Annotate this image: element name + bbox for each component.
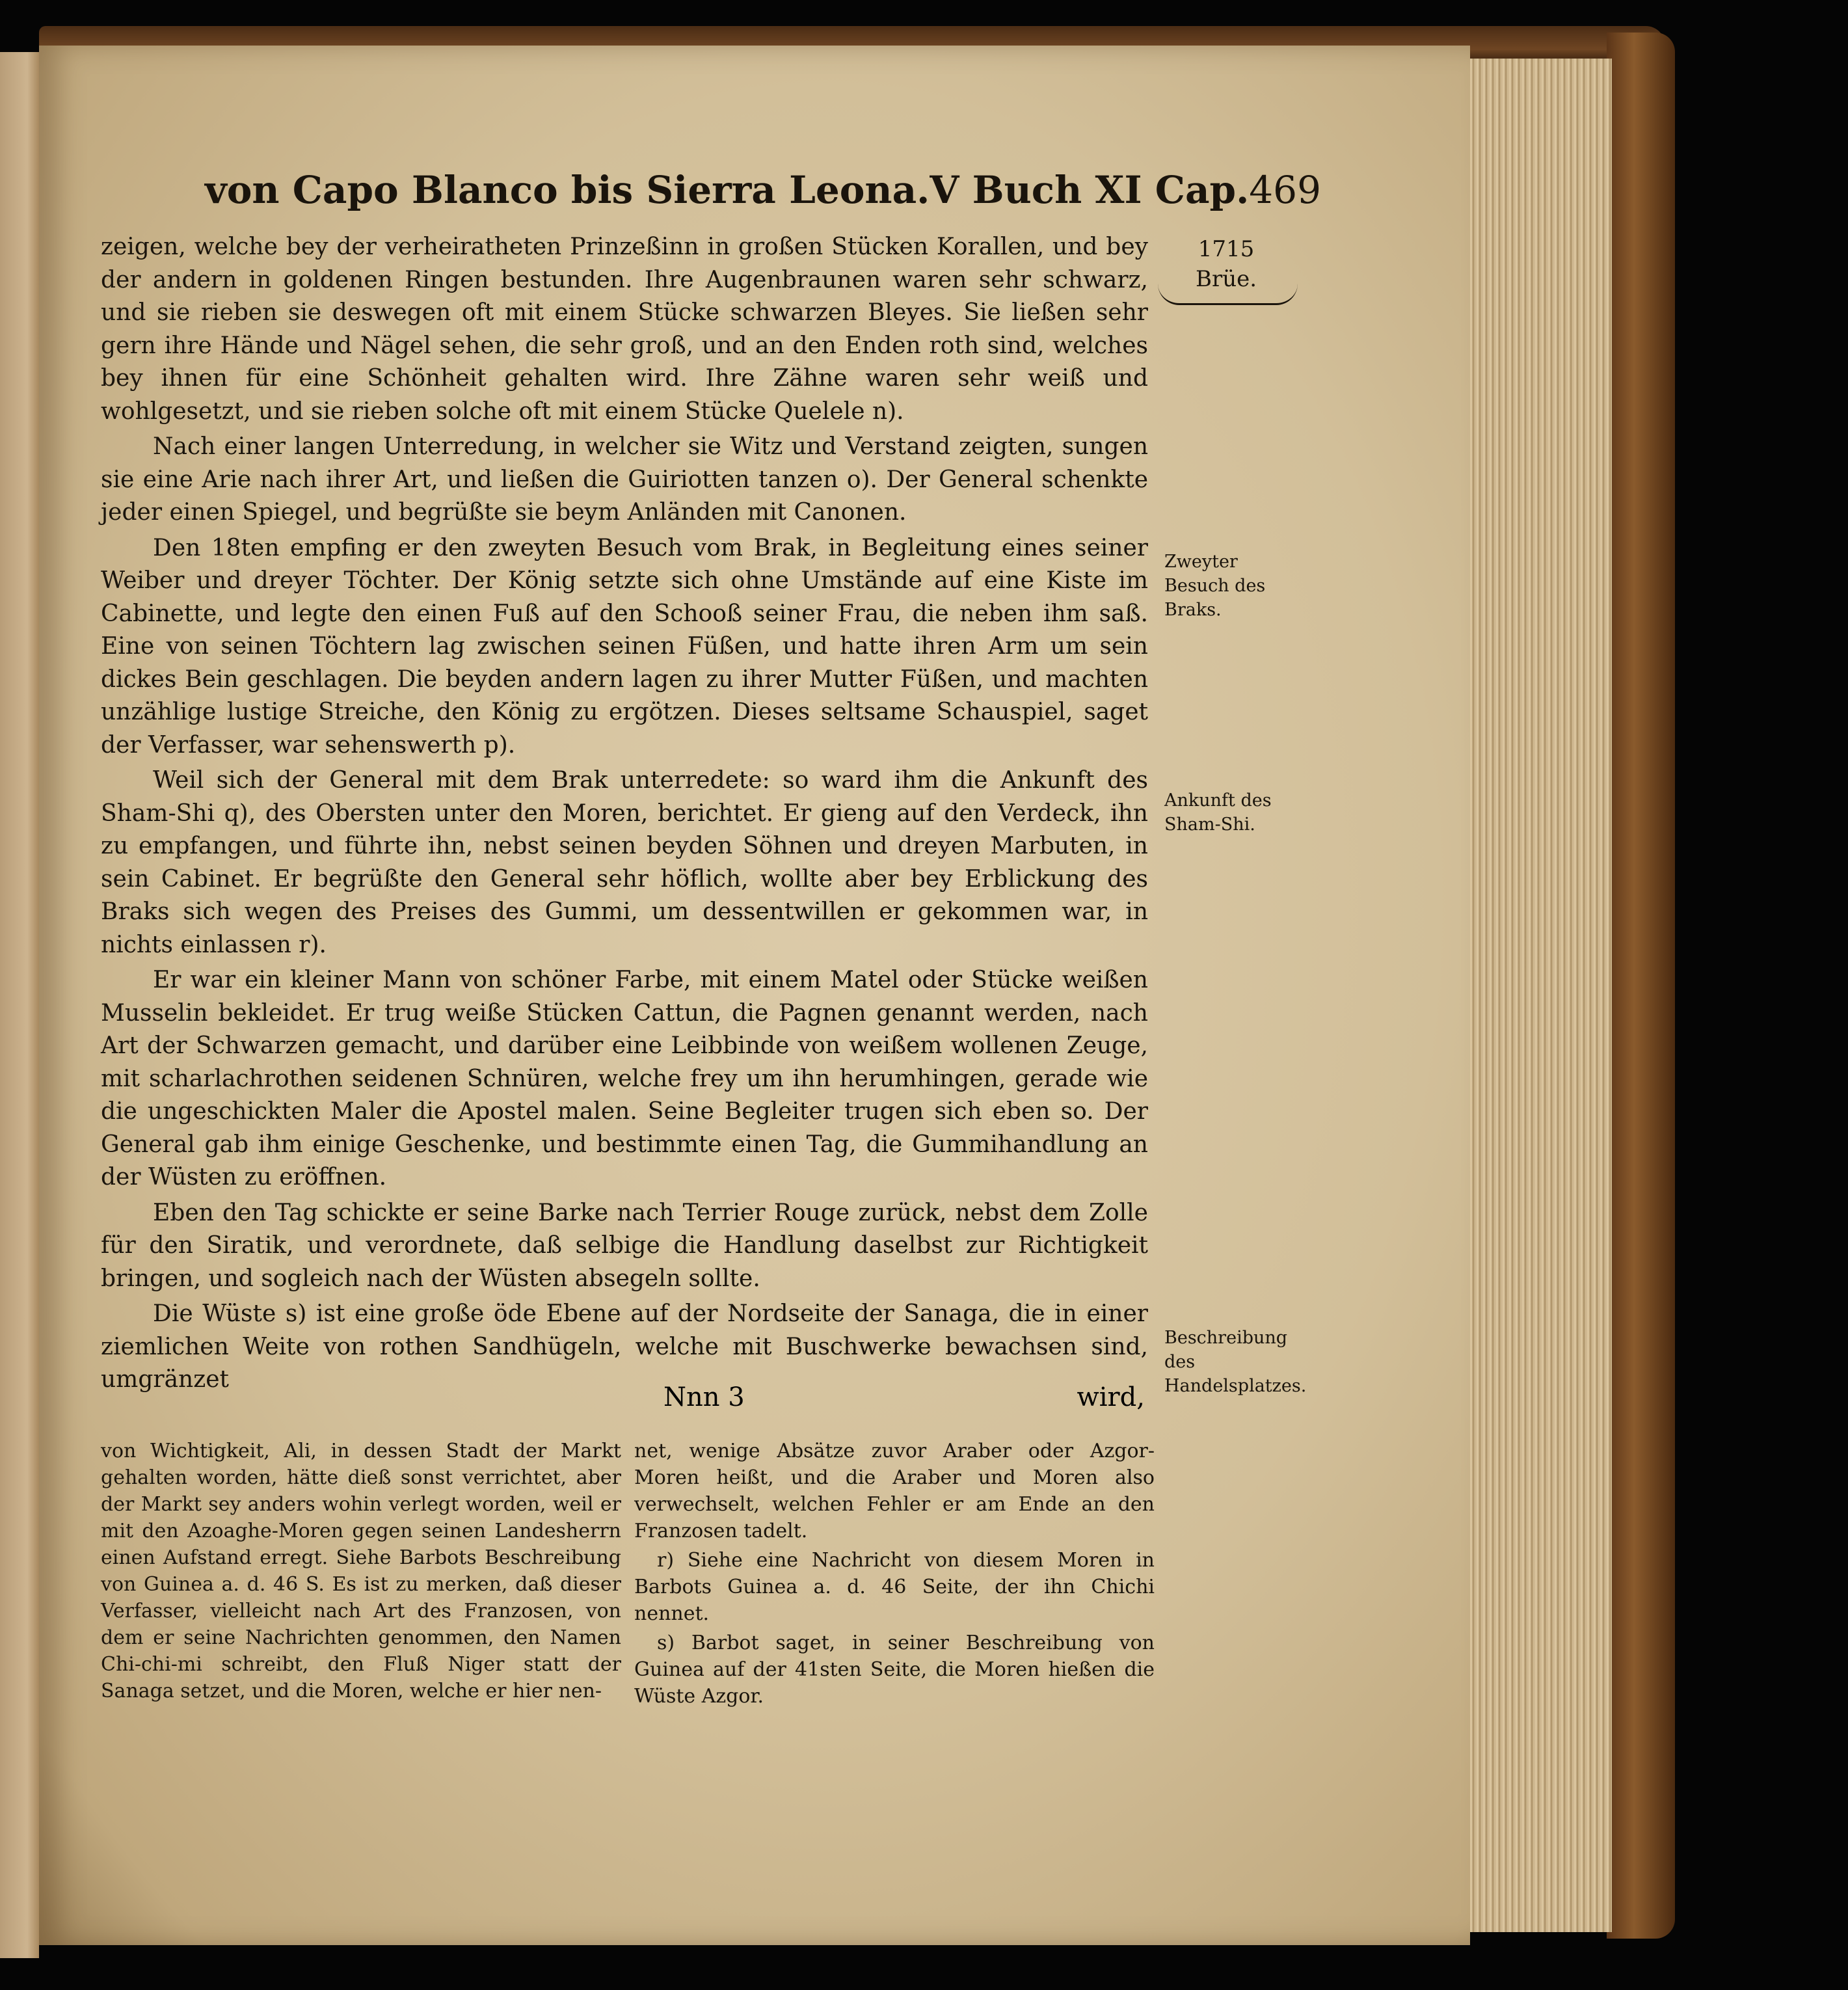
paragraph-7: Die Wüste s) ist eine große öde Ebene auf der Nordseite der Sanaga, die in einer ziemlichen Weite von rothen Sandhügeln, welche mit Buschwerke bewachsen sind, umgränzet [101,1300,1148,1393]
margin-note-description: Beschreibung des Handelsplatzes. [1164,1328,1307,1396]
book-chapter: V Buch XI Cap. [930,168,1250,212]
paragraph-1: zeigen, welche bey der verheiratheten Prinzeßinn in großen Stücken Korallen, und bey der andern in goldenen Ringen bestunden. Ihre Augenbraunen waren sehr schwarz, und sie rieben sie deswegen oft mit einem Stücke schwarzen Bleyes. Sie ließen sehr gern ihre Hände und Nägel sehen, die sehr groß, und an den Enden roth sind, welches bey ihnen für eine Schönheit gehalten wird. Ihre Zähne waren sehr weiß und wohlgesetzt, und sie rieben solche oft mit einem Stücke Quelele n). [101,234,1148,425]
margin-year: 1715 [1198,236,1255,262]
footnote-continuation: net, wenige Absätze zuvor Araber oder Azgor-Moren heißt, und die Araber und Moren also verwechselt, welchen Fehler er am Ende an den Franzosen tadelt. [634,1440,1155,1542]
signature-line [663,1382,1145,1412]
catchword: wird, [1077,1382,1145,1412]
paragraph-3: Den 18ten empfing er den zweyten Besuch vom Brak, in Begleitung eines seiner Weiber und dreyer Töchter. Der König setzte sich ohne Umstände auf eine Kiste im Cabinette, und legte den einen Fuß auf den Schooß seiner Frau, die neben ihm saß. Eine von seinen Töchtern lag zwischen seinen Füßen, und hatte ihren Arm um sein dickes Bein geschlagen. Die beyden andern lagen zu ihrer Mutter Füßen, und machten unzählige lustige Streiche, den König zu ergötzen. Dieses seltsame Schauspiel, saget der Verfasser, war sehenswerth p). [101,534,1148,759]
margin-note-visit: Zweyter Besuch des Braks. [1164,552,1266,620]
paragraph-2: Nach einer langen Unterredung, in welcher sie Witz und Verstand zeigten, sungen sie eine Arie nach ihrer Art, und ließen die Guiriotten tanzen o). Der General schenkte jeder einen Spiegel, und begrüßte sie beym Anländen mit Canonen. [101,433,1148,526]
margin-name: Brüe. [1195,266,1257,292]
margin-note-arrival: Ankunft des Sham-Shi. [1164,790,1272,835]
margin-brace [1158,284,1298,305]
running-header [205,168,1321,220]
paragraph-5: Er war ein kleiner Mann von schöner Farbe, mit einem Matel oder Stücke weißen Musselin bekleidet. Er trug weiße Stücken Cattun, die Pagnen genannt werden, nach Art der Schwarzen gemacht, und darüber eine Leibbinde von weißem wollenen Zeuge, mit scharlachrothen seidenen Schnüren, welche frey um ihn herumhingen, gerade wie die ungeschickten Maler die Apostel malen. Seine Begleiter trugen sich eben so. Der General gab ihm einige Geschenke, und bestimmte einen Tag, die Gummihandlung an der Wüsten zu eröffnen. [101,967,1148,1190]
running-title: von Capo Blanco bis Sierra Leona. [205,168,930,212]
page-number: 469 [1249,168,1321,212]
page-edges [1467,59,1612,1932]
paragraph-6: Eben den Tag schickte er seine Barke nach Terrier Rouge zurück, nebst dem Zolle für den Siratik, und verordnete, daß selbige die Handlung daselbst zur Richtigkeit bringen, und sogleich nach der Wüsten absegeln sollte. [101,1199,1148,1292]
footnotes-left-column [101,1438,621,1707]
signature-mark: Nnn 3 [663,1382,745,1412]
footnotes-right-column [634,1438,1155,1712]
left-page-edge [0,52,39,1958]
main-text [101,231,1148,1399]
footnote-r: r) Siehe eine Nachricht von diesem Moren in Barbots Guinea a. d. 46 Seite, der ihn Chichi nennet. [634,1549,1155,1625]
paragraph-4: Weil sich der General mit dem Brak unterredete: so ward ihm die Ankunft des Sham-Shi q), des Obersten unter den Moren, berichtet. Er gieng auf den Verdeck, ihn zu empfangen, und führte ihn, nebst seinen beyden Söhnen und dreyen Marbuten, in sein Cabinet. Er begrüßte den General sehr höflich, wollte aber bey Erblickung des Braks sich wegen des Preises des Gummi, um dessentwillen er gekommen war, in nichts einlassen r). [101,767,1148,958]
footnote-s: s) Barbot saget, in seiner Beschreibung von Guinea auf der 41sten Seite, die Moren hießen die Wüste Azgor. [634,1632,1155,1708]
footnote-left-text: von Wichtigkeit, Ali, in dessen Stadt der Markt gehalten worden, hätte dieß sonst verrichtet, aber der Markt sey anders wohin verlegt worden, weil er mit den Azoaghe-Moren gegen seinen Landesherrn einen Aufstand erregt. Siehe Barbots Beschreibung von Guinea a. d. 46 S. Es ist zu merken, daß dieser Verfasser, vielleicht nach Art des Franzosen, von dem er seine Nachrichten genommen, den Namen Chi-chi-mi schreibt, den Fluß Niger statt der Sanaga setzet, und die Moren, welche er hier nen- [101,1440,621,1702]
book-cover-right [1607,33,1675,1939]
